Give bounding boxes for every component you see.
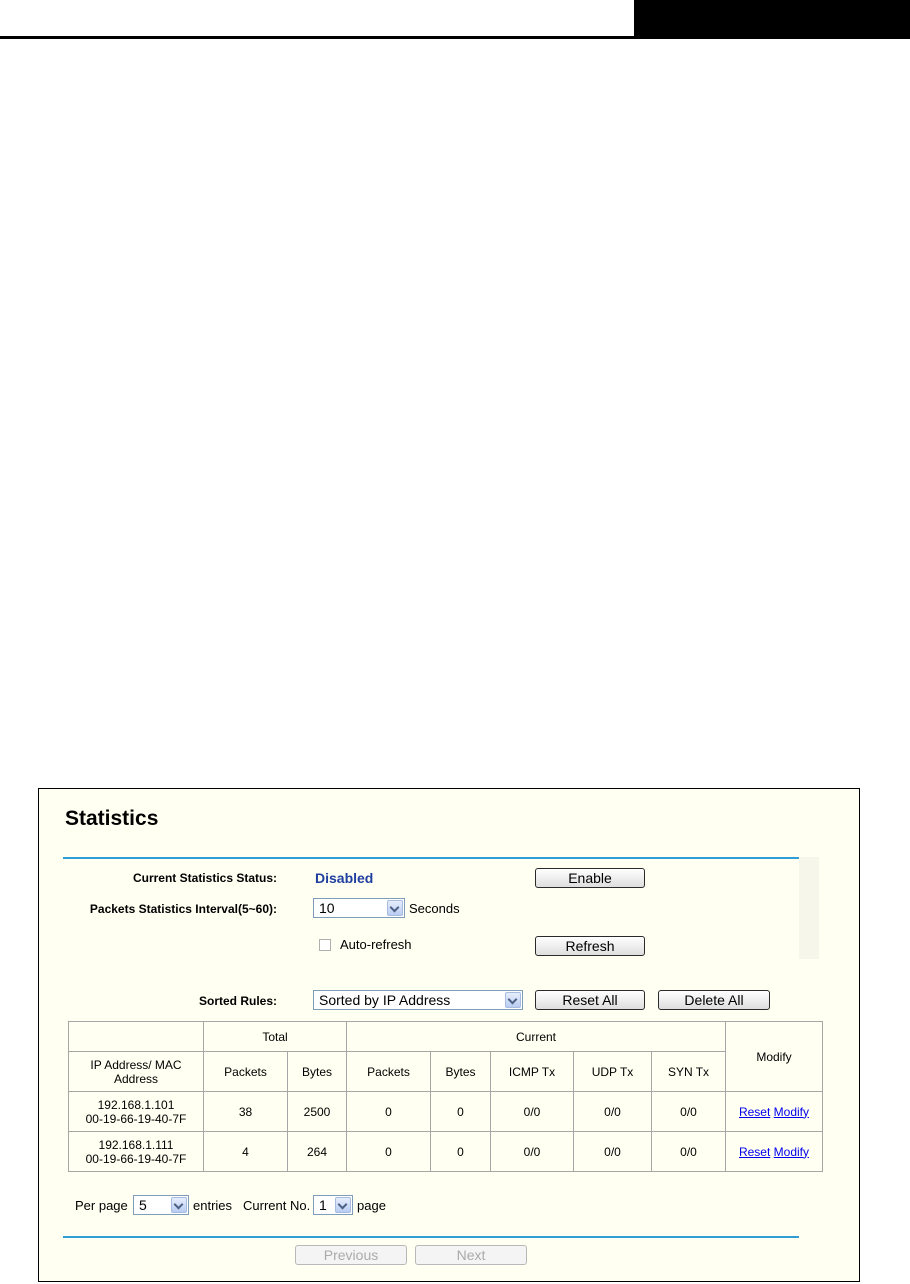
header-total: Total: [204, 1022, 347, 1052]
current-bytes-cell: 0: [431, 1092, 491, 1132]
mac-address: 00-19-66-19-40-7F: [85, 1151, 187, 1166]
enable-button[interactable]: Enable: [535, 868, 645, 888]
header-blank: [69, 1022, 204, 1052]
chevron-down-icon[interactable]: [171, 1197, 187, 1213]
status-value: Disabled: [315, 870, 374, 886]
reset-all-button[interactable]: Reset All: [535, 990, 645, 1010]
ip-address: 192.168.1.111: [98, 1137, 174, 1152]
modify-link[interactable]: Modify: [773, 1104, 810, 1119]
total-bytes-cell: 2500: [288, 1092, 347, 1132]
status-label: Current Statistics Status:: [132, 871, 277, 885]
current-packets-cell: 0: [347, 1132, 431, 1172]
header-total-packets: Packets: [204, 1052, 288, 1092]
panel-shade: [799, 857, 819, 959]
header-total-bytes: Bytes: [288, 1052, 347, 1092]
mac-address: 00-19-66-19-40-7F: [85, 1111, 187, 1126]
reset-link[interactable]: Reset: [738, 1144, 771, 1159]
udp-tx-cell: 0/0: [574, 1092, 652, 1132]
header-current-bytes: Bytes: [431, 1052, 491, 1092]
current-page-value: 1: [319, 1197, 327, 1213]
address-cell: [69, 1132, 204, 1172]
header-current: Current: [347, 1022, 726, 1052]
header-current-packets: Packets: [347, 1052, 431, 1092]
delete-all-button[interactable]: Delete All: [658, 990, 770, 1010]
udp-tx-cell: 0/0: [574, 1132, 652, 1172]
header-udp-tx: UDP Tx: [574, 1052, 652, 1092]
auto-refresh-label: Auto-refresh: [340, 937, 412, 952]
per-page-label: Per page: [75, 1198, 128, 1213]
sorted-rules-select[interactable]: [313, 990, 523, 1010]
table-row: [69, 1092, 823, 1132]
interval-unit: Seconds: [409, 901, 460, 916]
previous-button[interactable]: Previous: [295, 1245, 407, 1265]
interval-label: Packets Statistics Interval(5~60):: [89, 902, 277, 916]
table-group-header-row: [69, 1022, 823, 1052]
bottom-divider: [63, 1236, 799, 1238]
total-packets-cell: 4: [204, 1132, 288, 1172]
modify-link[interactable]: Modify: [773, 1144, 810, 1159]
modify-cell: [726, 1092, 823, 1132]
header-modify: Modify: [726, 1022, 823, 1092]
per-page-select[interactable]: [133, 1195, 189, 1215]
ip-address: 192.168.1.101: [97, 1097, 175, 1112]
header-address: IP Address/ MAC Address: [69, 1052, 204, 1092]
table-column-header-row: [69, 1052, 823, 1092]
top-divider: [63, 857, 799, 859]
syn-tx-cell: 0/0: [652, 1132, 726, 1172]
address-cell: [69, 1092, 204, 1132]
current-no-label: Current No.: [243, 1198, 311, 1213]
page-label: page: [357, 1198, 386, 1213]
header-syn-tx: SYN Tx: [652, 1052, 726, 1092]
total-bytes-cell: 264: [288, 1132, 347, 1172]
chevron-down-icon[interactable]: [387, 900, 403, 916]
current-bytes-cell: 0: [431, 1132, 491, 1172]
document-header-block: [634, 0, 910, 39]
sorted-rules-label: Sorted Rules:: [198, 994, 277, 1008]
next-button[interactable]: Next: [415, 1245, 527, 1265]
refresh-button[interactable]: Refresh: [535, 936, 645, 956]
statistics-panel: [38, 788, 860, 1282]
icmp-tx-cell: 0/0: [491, 1132, 574, 1172]
auto-refresh-checkbox[interactable]: [319, 939, 331, 951]
page-title: Statistics: [65, 807, 159, 830]
interval-select[interactable]: [313, 898, 405, 918]
chevron-down-icon[interactable]: [335, 1197, 351, 1213]
statistics-table: [68, 1021, 823, 1172]
table-row: [69, 1132, 823, 1172]
document-header-rule: [0, 36, 910, 39]
icmp-tx-cell: 0/0: [491, 1092, 574, 1132]
sorted-rules-value: Sorted by IP Address: [319, 992, 451, 1008]
reset-link[interactable]: Reset: [738, 1104, 771, 1119]
syn-tx-cell: 0/0: [652, 1092, 726, 1132]
header-icmp-tx: ICMP Tx: [491, 1052, 574, 1092]
interval-value: 10: [319, 900, 335, 916]
per-page-value: 5: [139, 1197, 147, 1213]
current-packets-cell: 0: [347, 1092, 431, 1132]
chevron-down-icon[interactable]: [505, 992, 521, 1008]
total-packets-cell: 38: [204, 1092, 288, 1132]
entries-label: entries: [193, 1198, 233, 1213]
current-page-select[interactable]: [313, 1195, 353, 1215]
modify-cell: [726, 1132, 823, 1172]
